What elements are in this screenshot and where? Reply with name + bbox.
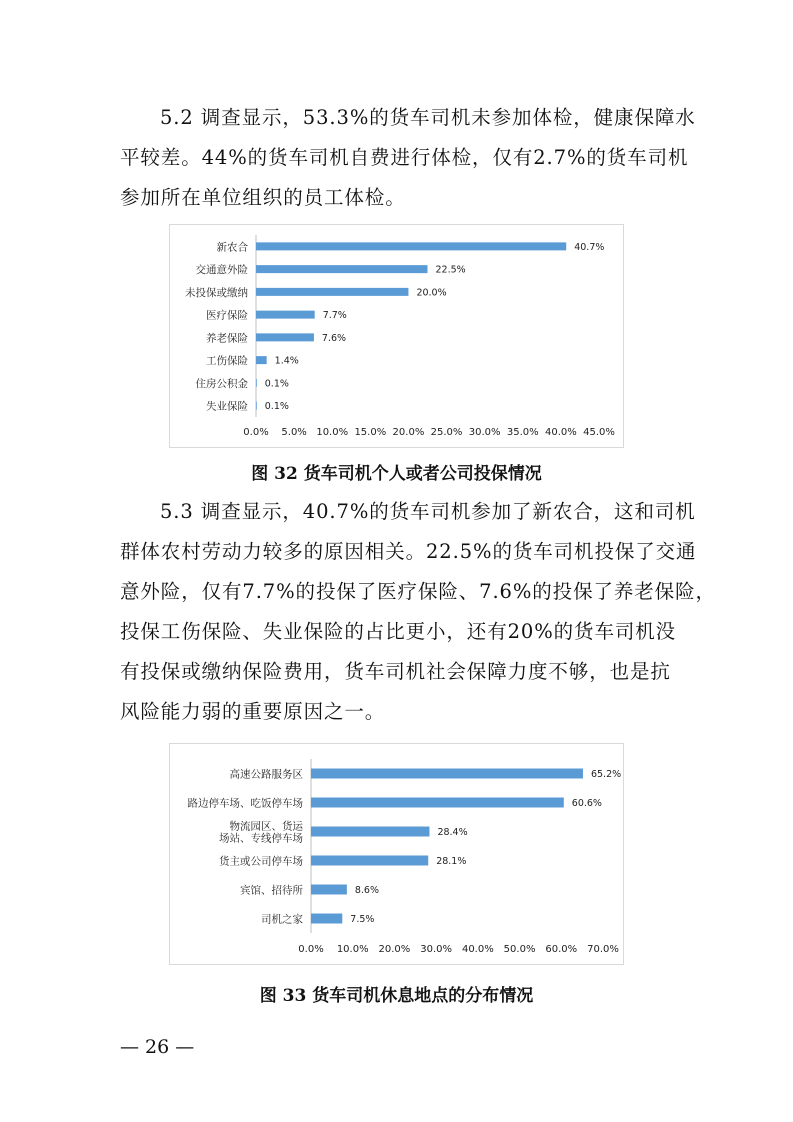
figure-33-caption: 图 33 货车司机休息地点的分布情况 xyxy=(259,986,534,1006)
x-tick-label: 20.0% xyxy=(378,944,411,955)
chart-insurance-svg xyxy=(170,225,623,447)
paragraph-line: 参加所在单位组织的员工体检。 xyxy=(120,186,406,209)
paragraph-line: 风险能力弱的重要原因之一。 xyxy=(120,700,386,723)
data-label: 7.6% xyxy=(321,332,347,344)
x-tick-label: 0.0% xyxy=(298,944,324,955)
x-tick-label: 35.0% xyxy=(506,427,539,438)
chart-rest-locations xyxy=(169,743,624,965)
bar xyxy=(256,288,408,296)
bar xyxy=(256,242,566,250)
x-tick-label: 0.0% xyxy=(243,427,269,438)
x-tick-label: 30.0% xyxy=(420,944,453,955)
category-label: 物流园区、货运场站、专线停车场 xyxy=(219,820,303,845)
bar xyxy=(256,311,315,319)
bar xyxy=(256,333,314,341)
chart-rest-locations-svg xyxy=(170,744,623,964)
bar xyxy=(256,379,257,387)
x-tick-label: 70.0% xyxy=(587,944,619,955)
data-label: 65.2% xyxy=(590,769,622,780)
data-label: 0.1% xyxy=(264,378,289,390)
figure-32-caption: 图 32 货车司机个人或者公司投保情况 xyxy=(251,464,542,484)
data-label: 0.1% xyxy=(264,401,289,413)
category-label: 未投保或缴纳 xyxy=(185,286,248,299)
data-label: 40.7% xyxy=(574,241,605,253)
category-label: 宾馆、招待所 xyxy=(240,884,303,897)
bar xyxy=(311,769,583,779)
x-tick-label: 60.0% xyxy=(545,944,578,955)
x-tick-label: 20.0% xyxy=(392,427,425,438)
bar xyxy=(256,265,428,273)
bar xyxy=(311,914,342,924)
data-label: 28.4% xyxy=(437,827,468,838)
bar xyxy=(311,827,429,837)
category-label: 失业保险 xyxy=(206,400,248,413)
category-label: 养老保险 xyxy=(206,332,248,345)
paragraph-line: 有投保或缴纳保险费用，货车司机社会保障力度不够，也是抗 xyxy=(120,660,671,683)
x-tick-label: 40.0% xyxy=(461,944,494,955)
data-label: 60.6% xyxy=(571,798,602,809)
data-label: 22.5% xyxy=(435,264,466,276)
paragraph-line: 意外险，仅有7.7%的投保了医疗保险、7.6%的投保了养老保险， xyxy=(120,580,716,603)
page-number: — 26 — xyxy=(120,1036,195,1058)
x-tick-label: 25.0% xyxy=(430,427,463,438)
paragraph-line: 群体农村劳动力较多的原因相关。22.5%的货车司机投保了交通 xyxy=(120,540,697,563)
bar xyxy=(311,856,428,866)
paragraph-line: 5.3 调查显示，40.7%的货车司机参加了新农合，这和司机 xyxy=(160,500,696,523)
data-label: 8.6% xyxy=(354,885,380,896)
x-tick-label: 30.0% xyxy=(468,427,501,438)
data-label: 20.0% xyxy=(416,287,447,299)
paragraph-line: 5.2 调查显示，53.3%的货车司机未参加体检，健康保障水 xyxy=(160,106,696,129)
x-tick-label: 15.0% xyxy=(354,427,387,438)
category-label: 路边停车场、吃饭停车场 xyxy=(187,797,303,810)
x-tick-label: 5.0% xyxy=(281,427,307,438)
paragraph-5-2 xyxy=(120,98,696,218)
paragraph-5-3 xyxy=(120,492,716,732)
data-label: 1.4% xyxy=(274,355,299,367)
chart-insurance xyxy=(169,224,624,448)
bar xyxy=(256,402,257,410)
x-tick-label: 10.0% xyxy=(316,427,349,438)
category-label: 住房公积金 xyxy=(195,377,248,390)
data-label: 7.7% xyxy=(322,310,347,322)
category-label: 司机之家 xyxy=(261,913,303,926)
category-label: 货主或公司停车场 xyxy=(219,855,303,868)
bar xyxy=(256,356,267,364)
data-label: 7.5% xyxy=(350,914,375,925)
x-tick-label: 10.0% xyxy=(336,944,369,955)
paragraph-line: 投保工伤保险、失业保险的占比更小，还有20%的货车司机没 xyxy=(120,620,677,643)
x-tick-label: 40.0% xyxy=(544,427,577,438)
bar xyxy=(311,885,347,895)
paragraph-line: 平较差。44%的货车司机自费进行体检，仅有2.7%的货车司机 xyxy=(120,146,689,169)
category-label: 医疗保险 xyxy=(206,309,248,322)
x-tick-label: 50.0% xyxy=(503,944,536,955)
category-label: 高速公路服务区 xyxy=(229,768,303,781)
category-label: 工伤保险 xyxy=(206,355,248,368)
bar xyxy=(311,798,564,808)
data-label: 28.1% xyxy=(436,856,467,867)
category-label: 新农合 xyxy=(216,241,248,254)
x-tick-label: 45.0% xyxy=(583,427,615,438)
category-label: 交通意外险 xyxy=(195,264,248,277)
